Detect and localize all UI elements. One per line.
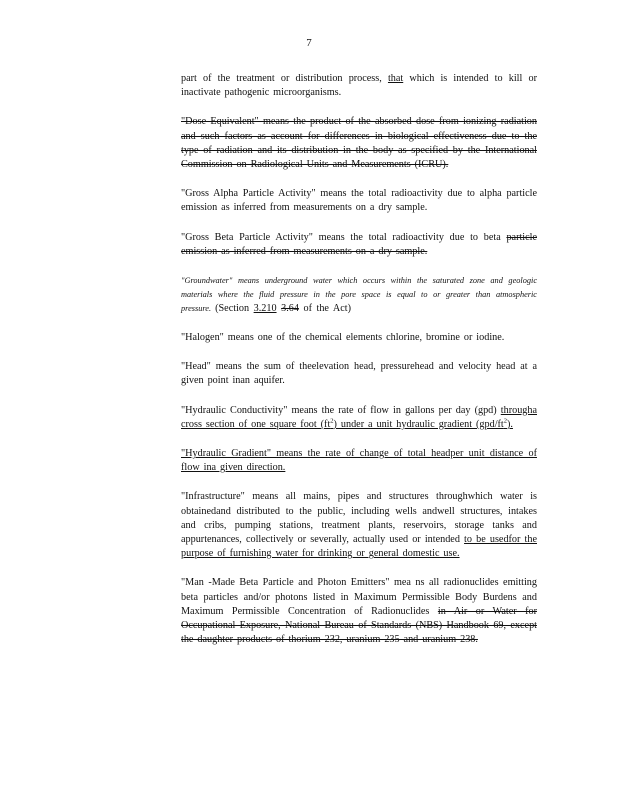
deleted-text: particle emission as inferred from measurements on a dry sample. [181,231,537,257]
definition-head: "Head" means the sum of theelevation head, pressurehead and velocity head at a given point inan aquifer. [181,361,537,387]
paragraph-treatment-continuation [181,72,537,100]
text-run: of the Act) [298,303,352,315]
definition-hydraulic-conductivity [181,404,537,432]
text-run: (Section [215,303,254,315]
definition-man-made-beta [181,576,537,647]
definition-groundwater [181,274,537,316]
text-run: "Hydraulic Conductivity" means the rate of flow in gallons per day (gpd) [181,404,501,416]
deleted-text: 3.64 [281,303,299,315]
inserted-text: 3.210 [253,303,277,315]
inserted-text: to be usedfor the purpose of furnishing water for drinking or general domestic use. [181,534,537,560]
text-run: "Groundwater" means underground water which occurs within the saturated zone and geologic materials where the fluid pressure in the pore space is equal to or greater than atmospheric pressure. [181,276,537,314]
definition-gross-alpha: "Gross Alpha Particle Activity" means the total radioactivity due to alpha particle emission as inferred from measurements on a dry sample. [181,188,537,214]
text-run: "Man -Made Beta Particle and Photon Emitters" mea ns all radionuclides emitting beta particles and/or photons listed in Maximum Permissible Body Burdens and Maximum Permissible Concentration of Radionuclides [181,577,537,617]
text-run: "Gross Beta Particle Activity" means the total radioactivity due to beta [181,231,507,243]
definitions-body [181,72,537,662]
text-run: part of the treatment or distribution process, [181,73,388,84]
definition-infrastructure [181,490,537,561]
definition-halogen: "Halogen" means one of the chemical elements chlorine, bromine or iodine. [181,332,505,344]
text-run: ). [507,418,513,430]
definition-gross-beta [181,231,537,259]
text-run: "Infrastructure" means all mains, pipes and structures throughwhich water is obtainedand distributed to the public, including wells andwell structures, intakes and cribs, pumping stations, treatment plants, reservoirs, storage tanks and appurtenances, collectively or severally, actually used or intended [181,491,537,546]
text-run: througha cross section of one square foot (ft [181,404,537,430]
definition-dose-equivalent: "Dose Equivalent" means the product of the absorbed dose from ionizing radiation and such factors as account for differences in biological effectiveness due to the type of radiation and its distribution in the body as specified by the International Commission on Radiological Units and Measurements (ICRU). [181,116,537,171]
page-number: 7 [306,37,312,49]
text-run: which is intended to kill or inactivate pathogenic microorganisms. [181,73,537,99]
deleted-text: in Air or Water for Occupational Exposure, National Bureau of Standards (NBS) Handbook 69, except the daughter products of thorium 232, uranium 235 and uranium 238. [181,605,537,646]
superscript: 2 [330,417,334,425]
inserted-text: that [387,73,404,84]
text-run: ) under a unit hydraulic gradient (gpd/ft [333,418,504,430]
superscript: 2 [503,417,508,425]
definition-hydraulic-gradient: "Hydraulic Gradient" means the rate of change of total headper unit distance of flow ina given direction. [181,448,537,474]
